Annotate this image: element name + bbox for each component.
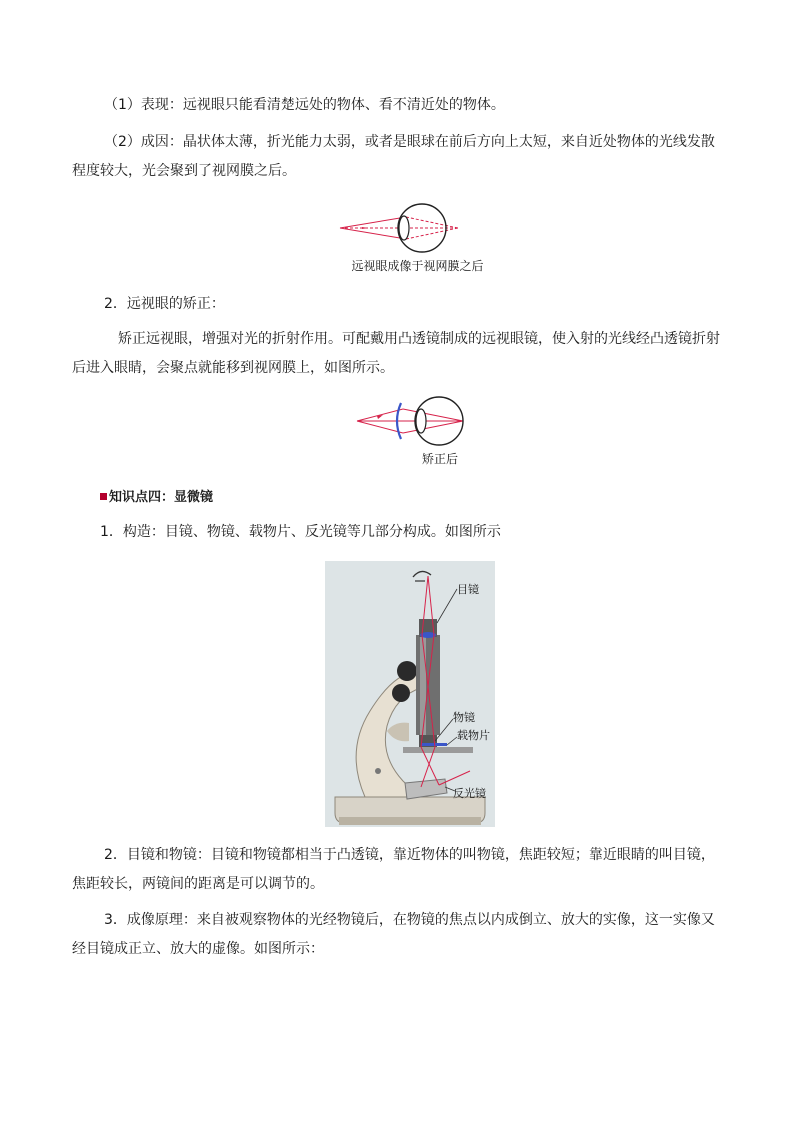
paragraph-cause: （2）成因：晶状体太薄，折光能力太弱，或者是眼球在前后方向上太短，来自近处物体的光线发散程度较大，光会聚到了视网膜之后。 bbox=[72, 134, 715, 179]
section-heading: 知识点四：显微镜 bbox=[100, 486, 213, 505]
paragraph-symptom: （1）表现：远视眼只能看清楚远处的物体、看不清近处的物体。 bbox=[104, 97, 505, 113]
label-stage: 载物片 bbox=[457, 729, 490, 742]
square-bullet-icon bbox=[100, 493, 107, 500]
paragraph-structure: 1．构造：目镜、物镜、载物片、反光镜等几部分构成。如图所示 bbox=[100, 524, 501, 540]
correction-title: 2．远视眼的矫正： bbox=[104, 296, 225, 312]
microscope-diagram bbox=[325, 561, 495, 827]
corrected-caption: 矫正后 bbox=[421, 452, 458, 466]
paragraph-lenses: 2．目镜和物镜：目镜和物镜都相当于凸透镜，靠近物体的叫物镜，焦距较短；靠近眼睛的叫目镜，焦距较长，两镜间的距离是可以调节的。 bbox=[72, 847, 715, 892]
label-eyepiece: 目镜 bbox=[457, 583, 479, 596]
paragraph-principle: 3．成像原理：来自被观察物体的光经物镜后，在物镜的焦点以内成倒立、放大的实像，这一实像又经目镜成正立、放大的虚像。如图所示： bbox=[72, 912, 715, 957]
hyperopia-caption: 远视眼成像于视网膜之后 bbox=[351, 259, 484, 273]
corrected-eye-diagram bbox=[355, 393, 470, 448]
label-objective: 物镜 bbox=[453, 711, 475, 724]
paragraph-correction: 矫正远视眼，增强对光的折射作用。可配戴用凸透镜制成的远视眼镜，使入射的光线经凸透镜折射后进入眼睛，会聚点就能移到视网膜上，如图所示。 bbox=[72, 331, 720, 376]
hyperopia-eye-diagram bbox=[338, 200, 464, 255]
label-mirror: 反光镜 bbox=[453, 787, 486, 800]
